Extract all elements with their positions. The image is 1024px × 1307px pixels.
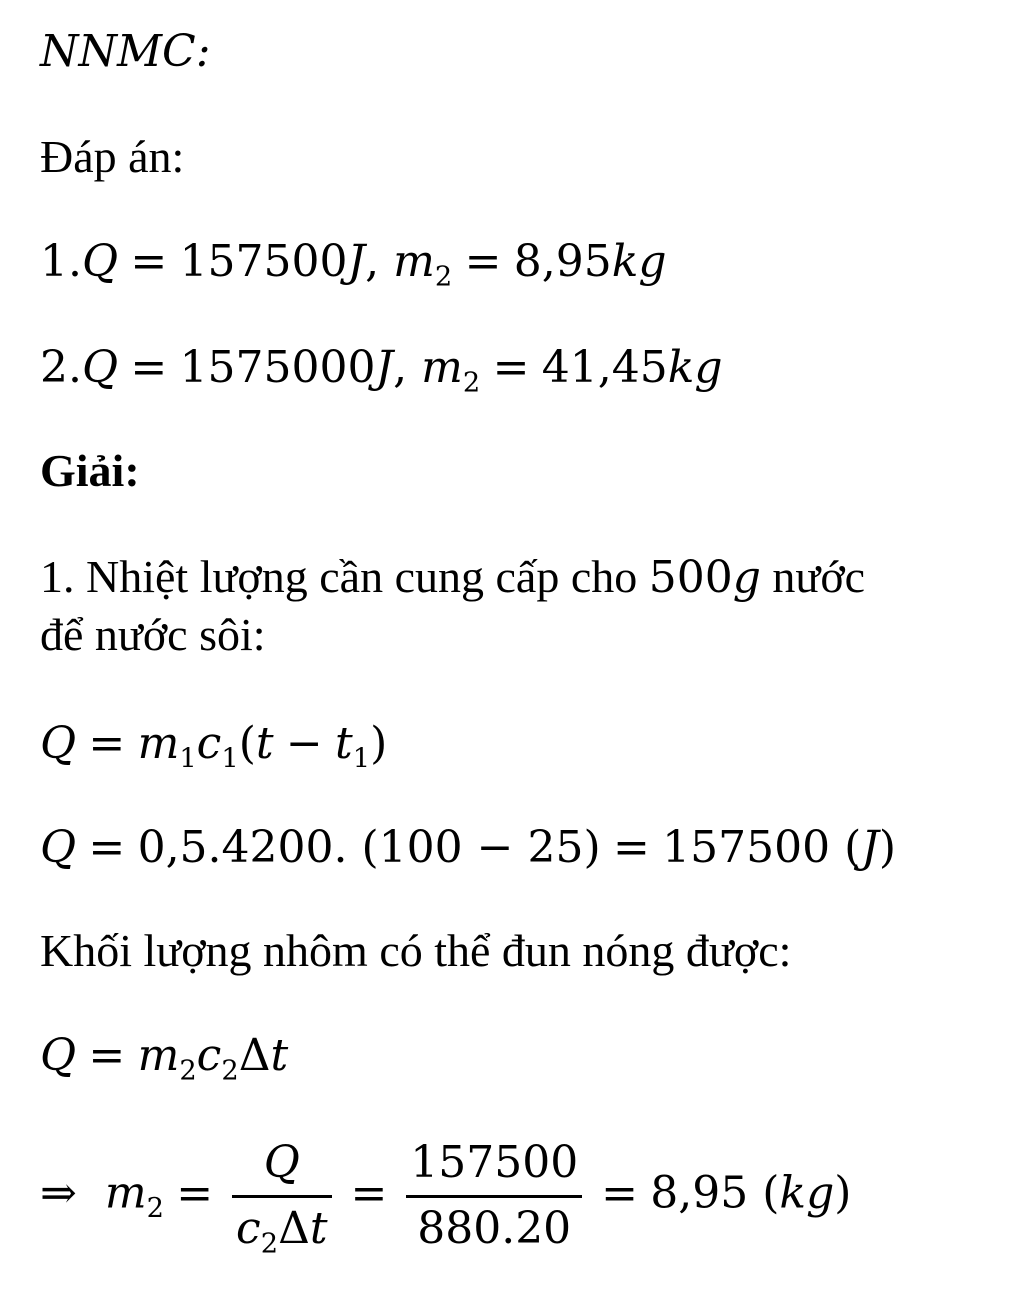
formula-heat: $Q = m_1c_1(t - t_1)$ — [40, 718, 388, 775]
answer-q-unit: J — [375, 342, 394, 393]
calc-mass-unit: kg — [779, 1167, 835, 1219]
answer-m2-unit: kg — [667, 342, 723, 393]
solution-step2-text: Khối lượng nhôm có thể đun nóng được: — [40, 925, 792, 976]
answer-q-value: 157500 — [179, 236, 348, 287]
answer-q-unit: J — [347, 236, 366, 287]
answer-q-value: 1575000 — [179, 342, 376, 393]
implies-arrow: ⇒ — [40, 1167, 77, 1219]
calc-heat-expression: 0,5.4200. (100 − 25) — [137, 822, 601, 873]
answer-m2-value: 41,45 — [541, 342, 668, 393]
fraction-numerator: 157500 — [406, 1138, 582, 1198]
calc-mass: ⇒ $m_2$ = $\frac{Q}{c_2\Delta t}$ = $\frac{157500}{880.20}$ = 8,95 (kg) — [40, 1137, 852, 1260]
answer-item-number: 1. — [40, 236, 82, 287]
fraction-symbolic: $\frac{Q}{c_2\Delta t}$ — [232, 1138, 331, 1254]
step1-mass-unit: g — [732, 552, 761, 603]
step1-mass: 500 — [648, 552, 733, 603]
calc-heat: Q = 0,5.4200. (100 − 25) = 157500 (J) — [40, 822, 897, 873]
calc-mass-result: 8,95 — [650, 1167, 749, 1219]
answer-item-2: 2.Q = 1575000J, $m_2 = 41,45kg$ — [40, 342, 723, 399]
step1-text-part: nước — [760, 551, 866, 602]
solution-step1-text-cont: để nước sôi: — [40, 609, 266, 660]
answer-m2-unit: kg — [611, 236, 667, 287]
answer-item-number: 2. — [40, 342, 82, 393]
calc-heat-result: 157500 — [662, 822, 831, 873]
formula-aluminum: $Q = m_2c_2\Delta t$ — [40, 1030, 289, 1087]
fraction-numeric — [406, 1138, 582, 1254]
answer-title: Đáp án: — [40, 131, 185, 182]
solution-step1-text — [40, 551, 866, 603]
header-label: NNMC: — [40, 26, 211, 77]
step1-text-part: 1. Nhiệt lượng cần cung cấp cho — [40, 551, 649, 602]
fraction-denominator: 880.20 — [417, 1202, 572, 1254]
answer-m2-value: 8,95 — [513, 236, 612, 287]
calc-heat-unit: J — [861, 822, 879, 873]
answer-item-1: 1.Q = 157500J, $m_2 = 8,95kg$ — [40, 236, 667, 293]
solution-title: Giải: — [40, 445, 140, 496]
